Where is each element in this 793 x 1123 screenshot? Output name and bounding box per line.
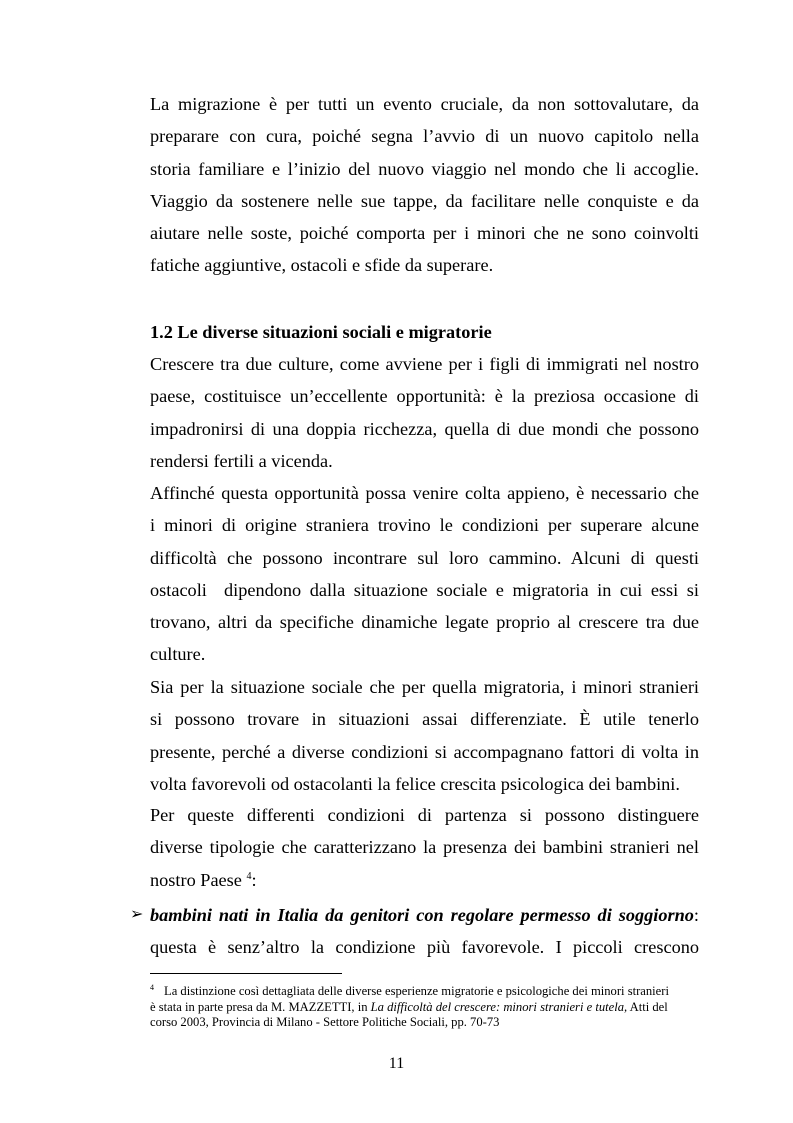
text-line: Sia per la situazione sociale che per quella migratoria, i minori stranieri (150, 677, 699, 697)
text-line: impadronirsi di una doppia ricchezza, quella di due mondi che possono (150, 418, 699, 439)
footnote-italic-title: La difficoltà del crescere: minori stranieri e tutela, (370, 999, 628, 1014)
text-line: trovano, altri da specifiche dinamiche legate proprio al crescere tra due (150, 612, 699, 633)
text-line: preparare con cura, poiché segna l’avvio di un nuovo capitolo nella (150, 126, 699, 147)
text-fragment: : (251, 869, 257, 890)
text-fragment: : (693, 905, 699, 925)
footnote-reference[interactable]: 4 (246, 870, 252, 882)
footnote-text: La distinzione così dettagliata delle diverse esperienze migratorie e psicologiche dei minori stranieri è stata in parte presa da M. MAZZETTI, in (150, 984, 669, 1014)
footnote-separator (150, 973, 342, 974)
text-line: diverse tipologie che caratterizzano la presenza dei bambini stranieri nel (150, 837, 699, 858)
footnote-number: 4 (150, 983, 154, 992)
text-line: Affinché questa opportunità possa venire colta appieno, è necessario che (150, 483, 699, 503)
text-line: paese, costituisce un’eccellente opportunità: è la preziosa occasione di (150, 386, 699, 407)
text-line: fatiche aggiuntive, ostacoli e sfide da superare. (150, 255, 494, 276)
section-heading: 1.2 Le diverse situazioni sociali e migratorie (150, 322, 492, 342)
paragraph-5 (150, 799, 699, 896)
text-line: questa è senz’altro la condizione più favorevole. I piccoli crescono (150, 937, 699, 958)
text-line: Viaggio da sostenere nelle sue tappe, da facilitare nelle conquiste e da (150, 190, 699, 211)
text-line: ostacoli dipendono dalla situazione sociale e migratoria in cui essi si (150, 579, 699, 600)
footnote-text: Atti del corso 2003, Provincia di Milano - Settore Politiche Sociali, pp. 70-73 (150, 999, 668, 1030)
paragraph-2 (150, 348, 699, 477)
text-line: si possono trovare in situazioni assai differenziate. È utile tenerlo (150, 709, 699, 730)
bullet-title: bambini nati in Italia da genitori con regolare permesso di soggiorno (150, 905, 694, 925)
paragraph-4 (150, 671, 699, 800)
text-line: rendersi fertili a vicenda. (150, 450, 333, 471)
text-line: aiutare nelle soste, poiché comporta per i minori che ne sono coinvolti (150, 223, 699, 244)
text-line: La migrazione è per tutti un evento cruciale, da non sottovalutare, da (150, 94, 699, 114)
text-line (150, 864, 699, 896)
paragraph-1 (150, 88, 699, 282)
text-line: i minori di origine straniera trovino le condizioni per superare alcune (150, 515, 699, 536)
arrow-bullet-icon: ➢ (130, 906, 144, 923)
text-line: Per queste differenti condizioni di partenza si possono distinguere (150, 805, 699, 825)
footnote (150, 980, 670, 1031)
text-line: volta favorevoli od ostacolanti la felice crescita psicologica dei bambini. (150, 773, 680, 794)
page-number: 11 (388, 1055, 405, 1072)
text-line: culture. (150, 644, 206, 665)
text-line (150, 899, 699, 931)
text-fragment: nostro Paese (150, 869, 247, 890)
bullet-item (150, 899, 699, 964)
text-line: presente, perché a diverse condizioni si accompagnano fattori di volta in (150, 741, 699, 762)
text-line: Crescere tra due culture, come avviene per i figli di immigrati nel nostro (150, 354, 699, 374)
text-line: storia familiare e l’inizio del nuovo viaggio nel mondo che li accoglie. (150, 158, 699, 179)
paragraph-3 (150, 477, 699, 671)
text-line: difficoltà che possono incontrare sul loro cammino. Alcuni di questi (150, 547, 699, 568)
